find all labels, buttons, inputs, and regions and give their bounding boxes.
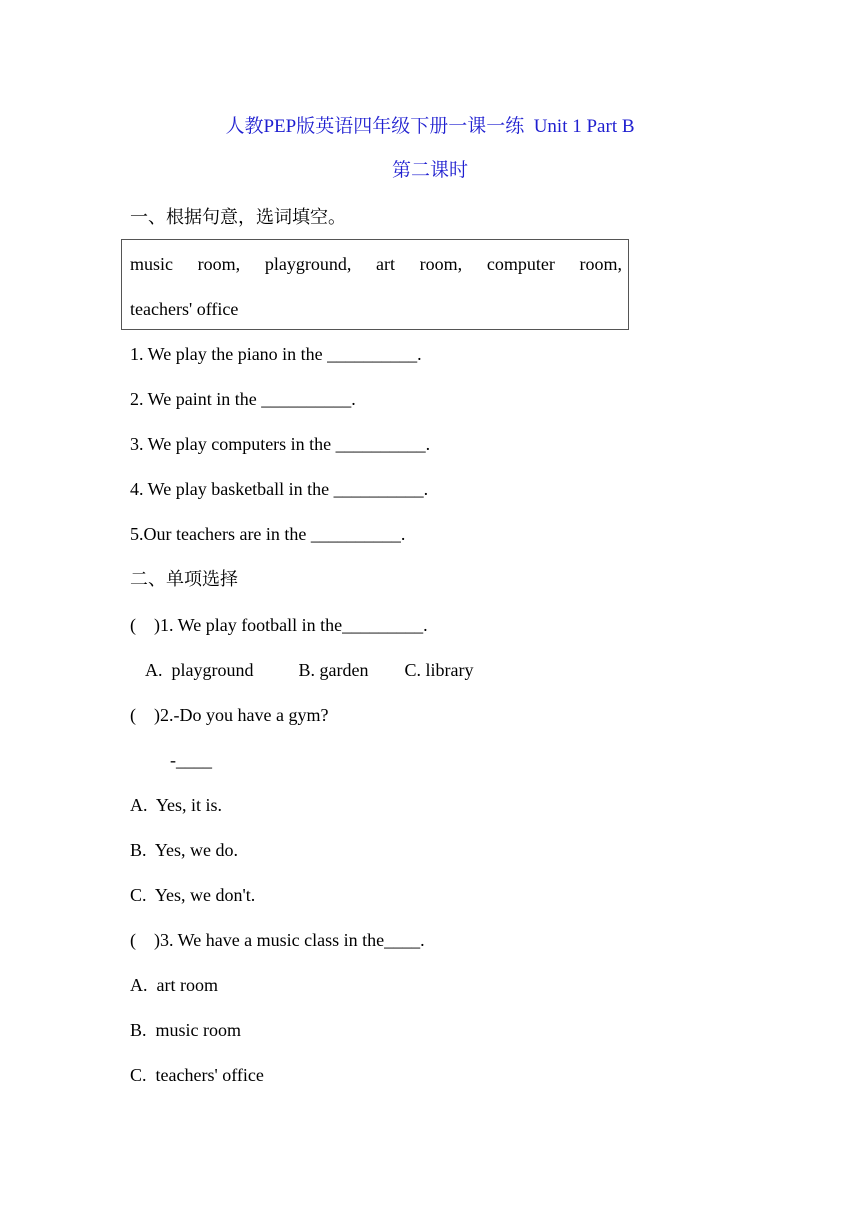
page-title: 人教PEP版英语四年级下册一课一练 Unit 1 Part B <box>225 116 635 137</box>
choice-question-2-option-c: C. Yes, we don't. <box>130 885 256 905</box>
word-bank-line-2: teachers' office <box>130 299 239 319</box>
choice-question-1-options: A. playground B. garden C. library <box>145 660 474 680</box>
fill-blank-item-1: 1. We play the piano in the __________. <box>130 344 422 364</box>
choice-question-2-answer-blank: -____ <box>170 750 212 770</box>
section2-heading: 二、单项选择 <box>130 569 238 589</box>
choice-question-3-option-a: A. art room <box>130 975 218 995</box>
fill-blank-item-2: 2. We paint in the __________. <box>130 389 356 409</box>
choice-question-3-option-c: C. teachers' office <box>130 1065 264 1085</box>
choice-question-2: ( )2.-Do you have a gym? <box>130 705 329 725</box>
fill-blank-item-4: 4. We play basketball in the __________. <box>130 479 429 499</box>
page-subtitle: 第二课时 <box>391 160 468 181</box>
word-bank-line-1: music room, playground, art room, computer room, <box>130 254 622 274</box>
fill-blank-item-3: 3. We play computers in the __________. <box>130 434 431 454</box>
choice-question-2-option-a: A. Yes, it is. <box>130 795 223 815</box>
choice-question-3: ( )3. We have a music class in the____. <box>130 930 425 950</box>
choice-question-3-option-b: B. music room <box>130 1020 241 1040</box>
choice-question-1: ( )1. We play football in the_________. <box>130 615 428 635</box>
section1-heading: 一、根据句意，选词填空。 <box>130 207 346 227</box>
choice-question-2-option-b: B. Yes, we do. <box>130 840 239 860</box>
fill-blank-item-5: 5.Our teachers are in the __________. <box>130 524 406 544</box>
word-bank-box <box>121 239 629 330</box>
